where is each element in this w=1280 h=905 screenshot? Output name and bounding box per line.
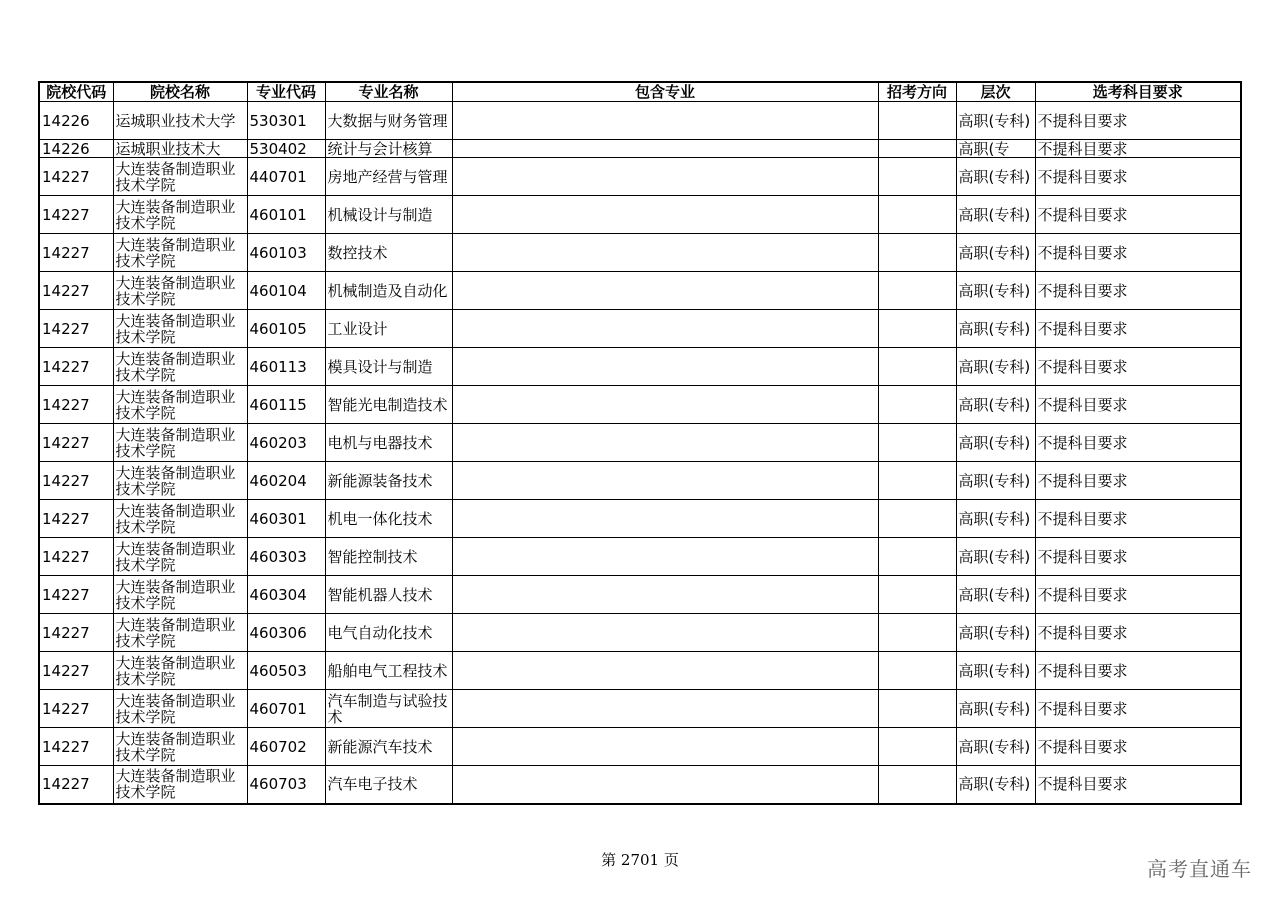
cell-subject-requirement: 不提科目要求 [1035, 538, 1241, 576]
cell-included-majors [452, 196, 878, 234]
cell-subject-requirement: 不提科目要求 [1035, 728, 1241, 766]
cell-major-name: 船舶电气工程技术 [325, 652, 452, 690]
cell-major-code: 460306 [247, 614, 325, 652]
cell-school-code: 14227 [39, 538, 113, 576]
table-row [39, 386, 1241, 424]
cell-direction [878, 348, 956, 386]
cell-subject-requirement: 不提科目要求 [1035, 652, 1241, 690]
table-row [39, 272, 1241, 310]
cell-subject-requirement: 不提科目要求 [1035, 348, 1241, 386]
cell-subject-requirement: 不提科目要求 [1035, 140, 1241, 158]
cell-major-code: 530402 [247, 140, 325, 158]
table-row [39, 196, 1241, 234]
cell-included-majors [452, 652, 878, 690]
cell-school-name: 大连装备制造职业技术学院 [113, 500, 247, 538]
cell-direction [878, 234, 956, 272]
cell-school-name: 大连装备制造职业技术学院 [113, 462, 247, 500]
cell-major-name: 房地产经营与管理 [325, 158, 452, 196]
cell-major-code: 460104 [247, 272, 325, 310]
cell-included-majors [452, 386, 878, 424]
cell-major-code: 460105 [247, 310, 325, 348]
cell-direction [878, 272, 956, 310]
cell-level: 高职(专科) [956, 196, 1035, 234]
cell-major-code: 460703 [247, 766, 325, 804]
admissions-table [38, 81, 1242, 805]
cell-included-majors [452, 728, 878, 766]
watermark-logo: 高考直通车 [1147, 857, 1252, 881]
cell-major-name: 机械制造及自动化 [325, 272, 452, 310]
cell-included-majors [452, 102, 878, 140]
cell-subject-requirement: 不提科目要求 [1035, 576, 1241, 614]
cell-level: 高职(专 [956, 140, 1035, 158]
cell-school-name: 运城职业技术大学 [113, 102, 247, 140]
cell-major-name: 统计与会计核算 [325, 140, 452, 158]
cell-major-name: 电气自动化技术 [325, 614, 452, 652]
cell-level: 高职(专科) [956, 424, 1035, 462]
cell-direction [878, 140, 956, 158]
cell-level: 高职(专科) [956, 272, 1035, 310]
cell-major-name: 汽车电子技术 [325, 766, 452, 804]
table-row [39, 310, 1241, 348]
cell-subject-requirement: 不提科目要求 [1035, 462, 1241, 500]
cell-included-majors [452, 766, 878, 804]
cell-included-majors [452, 158, 878, 196]
cell-school-name: 大连装备制造职业技术学院 [113, 158, 247, 196]
cell-direction [878, 462, 956, 500]
cell-level: 高职(专科) [956, 102, 1035, 140]
header-direction: 招考方向 [878, 82, 956, 102]
header-school-name: 院校名称 [113, 82, 247, 102]
cell-level: 高职(专科) [956, 234, 1035, 272]
cell-level: 高职(专科) [956, 538, 1035, 576]
cell-school-code: 14226 [39, 140, 113, 158]
page-number: 第 2701 页 [601, 851, 679, 869]
cell-school-name: 大连装备制造职业技术学院 [113, 766, 247, 804]
cell-major-name: 机械设计与制造 [325, 196, 452, 234]
cell-included-majors [452, 614, 878, 652]
table-row [39, 234, 1241, 272]
cell-level: 高职(专科) [956, 462, 1035, 500]
cell-subject-requirement: 不提科目要求 [1035, 424, 1241, 462]
cell-school-code: 14227 [39, 614, 113, 652]
cell-major-code: 460304 [247, 576, 325, 614]
cell-direction [878, 728, 956, 766]
cell-subject-requirement: 不提科目要求 [1035, 614, 1241, 652]
cell-direction [878, 614, 956, 652]
table-row [39, 102, 1241, 140]
cell-school-code: 14227 [39, 652, 113, 690]
cell-school-code: 14227 [39, 424, 113, 462]
cell-subject-requirement: 不提科目要求 [1035, 196, 1241, 234]
cell-subject-requirement: 不提科目要求 [1035, 310, 1241, 348]
cell-included-majors [452, 310, 878, 348]
cell-school-name: 大连装备制造职业技术学院 [113, 424, 247, 462]
cell-school-code: 14227 [39, 576, 113, 614]
cell-direction [878, 102, 956, 140]
cell-school-code: 14227 [39, 386, 113, 424]
cell-school-code: 14227 [39, 500, 113, 538]
cell-level: 高职(专科) [956, 728, 1035, 766]
header-major-code: 专业代码 [247, 82, 325, 102]
cell-major-name: 智能控制技术 [325, 538, 452, 576]
cell-major-name: 新能源汽车技术 [325, 728, 452, 766]
cell-school-name: 大连装备制造职业技术学院 [113, 652, 247, 690]
cell-level: 高职(专科) [956, 158, 1035, 196]
cell-major-name: 工业设计 [325, 310, 452, 348]
table-row [39, 766, 1241, 804]
table-row [39, 140, 1241, 158]
cell-school-code: 14227 [39, 272, 113, 310]
cell-included-majors [452, 462, 878, 500]
cell-included-majors [452, 576, 878, 614]
table-row [39, 538, 1241, 576]
cell-included-majors [452, 234, 878, 272]
cell-level: 高职(专科) [956, 766, 1035, 804]
table-row [39, 728, 1241, 766]
cell-direction [878, 690, 956, 728]
cell-school-name: 大连装备制造职业技术学院 [113, 196, 247, 234]
table-row [39, 690, 1241, 728]
cell-direction [878, 766, 956, 804]
cell-school-code: 14226 [39, 102, 113, 140]
cell-level: 高职(专科) [956, 310, 1035, 348]
cell-school-code: 14227 [39, 462, 113, 500]
cell-school-code: 14227 [39, 348, 113, 386]
cell-major-code: 460303 [247, 538, 325, 576]
cell-school-name: 大连装备制造职业技术学院 [113, 690, 247, 728]
table-row [39, 158, 1241, 196]
header-row [39, 82, 1241, 102]
cell-school-code: 14227 [39, 728, 113, 766]
cell-major-code: 460203 [247, 424, 325, 462]
cell-school-name: 大连装备制造职业技术学院 [113, 310, 247, 348]
cell-school-code: 14227 [39, 310, 113, 348]
cell-included-majors [452, 272, 878, 310]
cell-subject-requirement: 不提科目要求 [1035, 158, 1241, 196]
header-subject-requirement: 选考科目要求 [1035, 82, 1241, 102]
cell-level: 高职(专科) [956, 348, 1035, 386]
table-row [39, 652, 1241, 690]
cell-level: 高职(专科) [956, 652, 1035, 690]
cell-major-code: 460702 [247, 728, 325, 766]
table-row [39, 424, 1241, 462]
cell-major-code: 460115 [247, 386, 325, 424]
cell-included-majors [452, 348, 878, 386]
cell-direction [878, 652, 956, 690]
table-body [39, 102, 1241, 804]
cell-subject-requirement: 不提科目要求 [1035, 272, 1241, 310]
cell-major-code: 460503 [247, 652, 325, 690]
cell-major-code: 460113 [247, 348, 325, 386]
header-major-name: 专业名称 [325, 82, 452, 102]
table-row [39, 614, 1241, 652]
cell-direction [878, 538, 956, 576]
cell-included-majors [452, 538, 878, 576]
cell-major-name: 新能源装备技术 [325, 462, 452, 500]
cell-school-name: 大连装备制造职业技术学院 [113, 272, 247, 310]
cell-major-name: 模具设计与制造 [325, 348, 452, 386]
cell-included-majors [452, 500, 878, 538]
cell-direction [878, 310, 956, 348]
cell-major-name: 智能机器人技术 [325, 576, 452, 614]
table-row [39, 500, 1241, 538]
cell-direction [878, 424, 956, 462]
cell-subject-requirement: 不提科目要求 [1035, 386, 1241, 424]
cell-subject-requirement: 不提科目要求 [1035, 500, 1241, 538]
cell-subject-requirement: 不提科目要求 [1035, 102, 1241, 140]
cell-major-name: 机电一体化技术 [325, 500, 452, 538]
cell-major-name: 电机与电器技术 [325, 424, 452, 462]
cell-school-code: 14227 [39, 158, 113, 196]
cell-major-name: 智能光电制造技术 [325, 386, 452, 424]
cell-school-code: 14227 [39, 766, 113, 804]
cell-school-name: 大连装备制造职业技术学院 [113, 234, 247, 272]
cell-included-majors [452, 690, 878, 728]
header-level: 层次 [956, 82, 1035, 102]
cell-direction [878, 576, 956, 614]
cell-major-code: 460103 [247, 234, 325, 272]
cell-major-code: 460101 [247, 196, 325, 234]
cell-major-name: 大数据与财务管理 [325, 102, 452, 140]
cell-major-name: 数控技术 [325, 234, 452, 272]
cell-subject-requirement: 不提科目要求 [1035, 690, 1241, 728]
cell-major-code: 460204 [247, 462, 325, 500]
cell-major-code: 460301 [247, 500, 325, 538]
table-row [39, 348, 1241, 386]
cell-major-code: 460701 [247, 690, 325, 728]
cell-school-name: 大连装备制造职业技术学院 [113, 728, 247, 766]
cell-school-code: 14227 [39, 690, 113, 728]
cell-major-code: 530301 [247, 102, 325, 140]
cell-direction [878, 500, 956, 538]
table-row [39, 462, 1241, 500]
header-included-majors: 包含专业 [452, 82, 878, 102]
cell-level: 高职(专科) [956, 500, 1035, 538]
cell-direction [878, 158, 956, 196]
cell-included-majors [452, 140, 878, 158]
cell-major-code: 440701 [247, 158, 325, 196]
cell-major-name: 汽车制造与试验技术 [325, 690, 452, 728]
cell-school-name: 大连装备制造职业技术学院 [113, 538, 247, 576]
cell-direction [878, 196, 956, 234]
cell-subject-requirement: 不提科目要求 [1035, 234, 1241, 272]
cell-school-code: 14227 [39, 196, 113, 234]
cell-level: 高职(专科) [956, 576, 1035, 614]
table-row [39, 576, 1241, 614]
cell-school-name: 大连装备制造职业技术学院 [113, 614, 247, 652]
cell-direction [878, 386, 956, 424]
cell-school-name: 大连装备制造职业技术学院 [113, 348, 247, 386]
cell-level: 高职(专科) [956, 690, 1035, 728]
cell-subject-requirement: 不提科目要求 [1035, 766, 1241, 804]
cell-school-code: 14227 [39, 234, 113, 272]
cell-school-name: 大连装备制造职业技术学院 [113, 386, 247, 424]
cell-level: 高职(专科) [956, 614, 1035, 652]
cell-school-name: 运城职业技术大 [113, 140, 247, 158]
cell-school-name: 大连装备制造职业技术学院 [113, 576, 247, 614]
cell-level: 高职(专科) [956, 386, 1035, 424]
cell-included-majors [452, 424, 878, 462]
header-school-code: 院校代码 [39, 82, 113, 102]
